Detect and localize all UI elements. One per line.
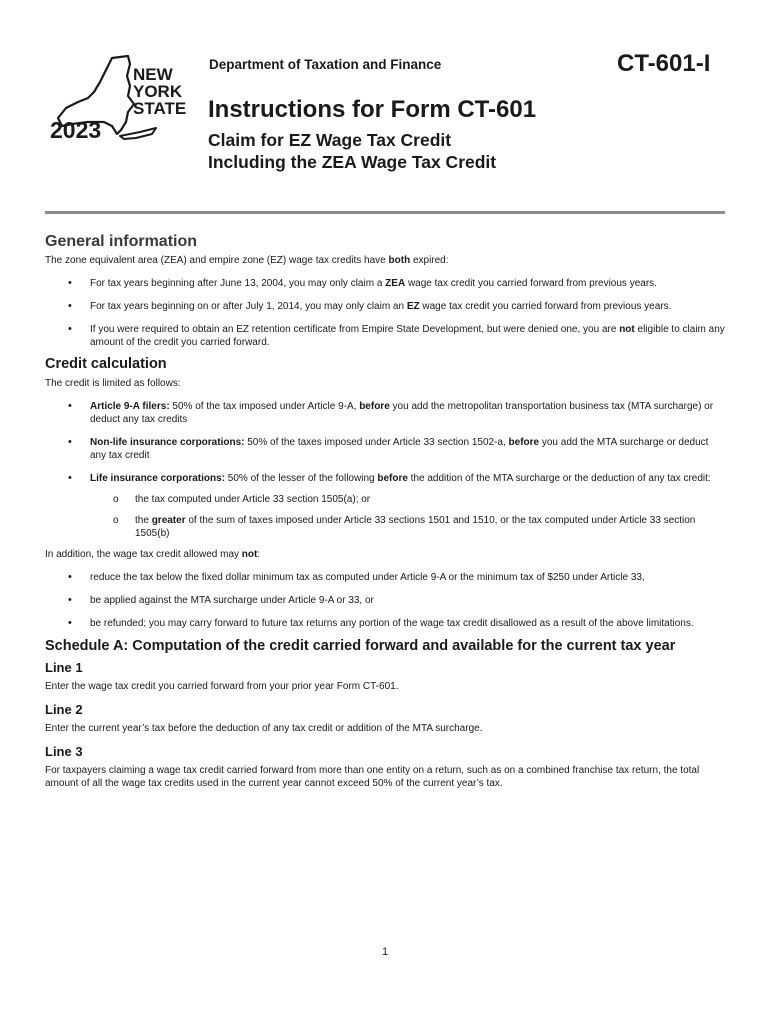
sub-emphasis: greater bbox=[151, 515, 186, 526]
logo-year: 2023 bbox=[50, 117, 102, 142]
bullet-text: For tax years beginning after June 13, 2004, you may only claim a bbox=[90, 278, 386, 289]
list-item bbox=[45, 400, 727, 426]
general-intro-emphasis: both bbox=[388, 255, 411, 266]
general-intro-text-end: expired: bbox=[410, 255, 449, 266]
header-divider bbox=[45, 211, 725, 214]
list-item bbox=[45, 436, 727, 462]
bullet-label: Article 9-A filers: bbox=[90, 401, 170, 412]
logo-line-new: NEW bbox=[133, 65, 173, 84]
sub-list-item: o the tax computed under Article 33 section 1505(a); or bbox=[90, 493, 727, 506]
bullet-emphasis: ZEA bbox=[385, 278, 406, 289]
list-item bbox=[45, 323, 727, 349]
limitations-list bbox=[45, 571, 727, 630]
list-item bbox=[45, 277, 727, 290]
list-item: • be refunded; you may carry forward to future tax returns any portion of the wage tax credit disallowed as a result of the above limitations. bbox=[45, 617, 727, 630]
bullet-emphasis: EZ bbox=[406, 301, 420, 312]
bullet-emphasis: not bbox=[619, 324, 635, 335]
sub-list-item bbox=[90, 514, 727, 540]
logo-line-state: STATE bbox=[133, 99, 187, 118]
bullet-emphasis: before bbox=[508, 437, 540, 448]
subtitle-line-2: Including the ZEA Wage Tax Credit bbox=[208, 152, 497, 172]
bullet-text-end: you add the metropolitan transportation business tax (MTA surcharge) or deduct any tax credits bbox=[90, 401, 714, 425]
addition-emphasis: not bbox=[241, 549, 258, 560]
general-bullet-list bbox=[45, 277, 727, 349]
bullet-text: If you were required to obtain an EZ retention certificate from Empire State Development, but were denied one, you are bbox=[90, 324, 620, 335]
addition-text-start: In addition, the wage tax credit allowed may bbox=[45, 549, 242, 560]
long-island-outline bbox=[120, 128, 156, 139]
bullet-text-end: eligible to claim any amount of the credit you carried forward. bbox=[90, 324, 725, 348]
schedule-a-heading: Schedule A: Computation of the credit carried forward and available for the current tax year bbox=[45, 638, 676, 654]
credit-bullet-list bbox=[45, 400, 727, 540]
bullet-emphasis: before bbox=[377, 473, 408, 484]
department-name: Department of Taxation and Finance bbox=[209, 57, 442, 72]
subtitle-line-1: Claim for EZ Wage Tax Credit bbox=[208, 130, 452, 150]
line-1-text: Enter the wage tax credit you carried forward from your prior year Form CT-601. bbox=[45, 681, 399, 692]
general-intro bbox=[45, 254, 727, 267]
form-number: CT-601-I bbox=[617, 50, 711, 77]
line-3-text: For taxpayers claiming a wage tax credit carried forward from more than one entity on a return, such as on a combined franchise tax return, the total amount of all the wage tax credits used in the current year cannot exceed 50% of the current year’s tax. bbox=[45, 765, 700, 789]
list-item: • reduce the tax below the fixed dollar minimum tax as computed under Article 9-A or the minimum tax of $250 under Article 33, bbox=[45, 571, 727, 584]
bullet-text: 50% of the lesser of the following bbox=[225, 473, 378, 484]
instructions-body bbox=[45, 235, 727, 790]
sub-list bbox=[90, 493, 727, 540]
addition-text-end: : bbox=[257, 549, 261, 560]
general-intro-text: The zone equivalent area (ZEA) and empire zone (EZ) wage tax credits have bbox=[45, 255, 389, 266]
bullet-text-end: wage tax credit you carried forward from previous years. bbox=[405, 278, 657, 289]
sub-text: the bbox=[135, 515, 152, 526]
nys-logo bbox=[48, 52, 188, 142]
bullet-emphasis: before bbox=[359, 401, 390, 412]
line-2-text: Enter the current year’s tax before the deduction of any tax credit or addition of the MTA surcharge. bbox=[45, 723, 483, 734]
bullet-text-end: you add the MTA surcharge or deduct any tax credit bbox=[90, 437, 709, 461]
credit-intro: The credit is limited as follows: bbox=[45, 378, 181, 389]
bullet-label: Non-life insurance corporations: bbox=[90, 437, 245, 448]
page-title: Instructions for Form CT-601 bbox=[208, 96, 537, 123]
line-1-heading: Line 1 bbox=[45, 660, 83, 675]
bullet-text-end: wage tax credit you carried forward from previous years. bbox=[419, 301, 672, 312]
sub-text-end: of the sum of taxes imposed under Article 33 sections 1501 and 1510, or the tax computed under Article 33 section 1505(b) bbox=[135, 515, 696, 539]
list-item: • be applied against the MTA surcharge under Article 9-A or 33, or bbox=[45, 594, 727, 607]
logo-line-york: YORK bbox=[133, 82, 183, 101]
line-2-heading: Line 2 bbox=[45, 702, 83, 717]
general-information-heading: General information bbox=[45, 233, 198, 250]
bullet-label: Life insurance corporations: bbox=[90, 473, 226, 484]
credit-calculation-heading: Credit calculation bbox=[45, 356, 167, 372]
bullet-text: 50% of the taxes imposed under Article 33 section 1502-a, bbox=[244, 437, 509, 448]
bullet-text-end: the addition of the MTA surcharge or the deduction of any tax credit: bbox=[407, 473, 711, 484]
list-item bbox=[45, 472, 727, 540]
bullet-text: For tax years beginning on or after July 1, 2014, you may only claim an bbox=[90, 301, 407, 312]
list-item bbox=[45, 300, 727, 313]
addition-text bbox=[45, 548, 727, 561]
bullet-text: 50% of the tax imposed under Article 9-A, bbox=[169, 401, 360, 412]
page-number: 1 bbox=[381, 946, 389, 958]
line-3-heading: Line 3 bbox=[45, 744, 83, 759]
